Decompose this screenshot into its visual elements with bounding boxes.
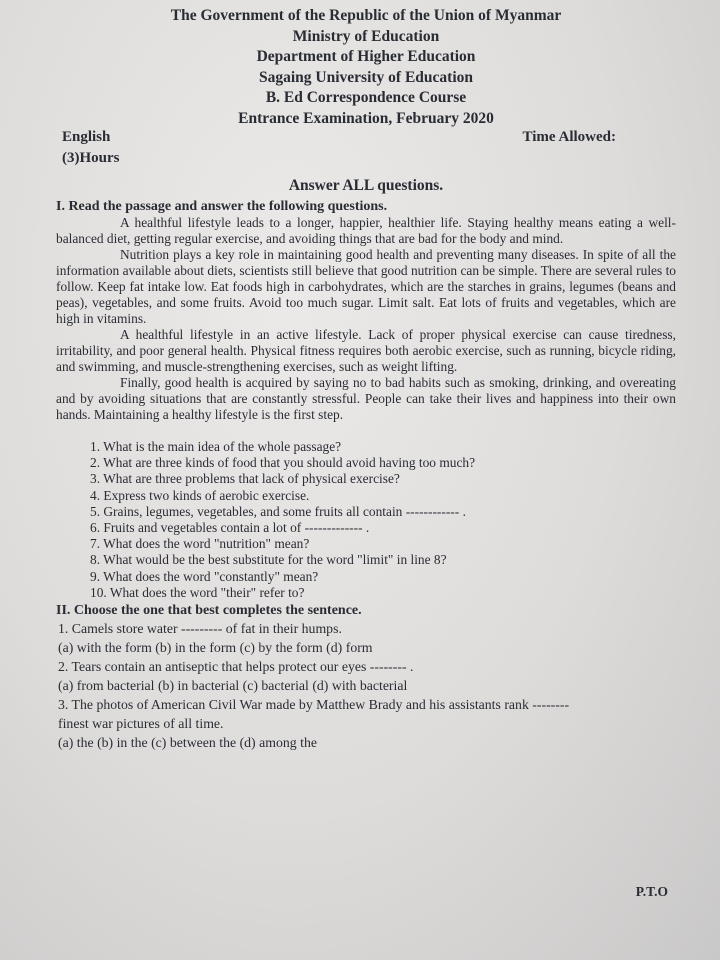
header-exam-title: Entrance Examination, February 2020 (238, 109, 494, 127)
question-list (90, 439, 676, 601)
header-ministry: Ministry of Education (292, 27, 440, 45)
exam-meta (56, 129, 676, 171)
header-university: Sagaing University of Education (258, 68, 473, 86)
passage-paragraph: A healthful lifestyle leads to a longer, happier, healthier life. Staying healthy means eating a well-balanced diet, getting regular exercise, and avoiding things that are bad for the body and mind. (56, 215, 676, 246)
question-item: 5. Grains, legumes, vegetables, and some fruits all contain ------------ . (90, 503, 466, 519)
pto-label: P.T.O (635, 884, 668, 899)
question-item: 8. What would be the best substitute for the word "limit" in line 8? (90, 552, 447, 568)
question-item: 1. What is the main idea of the whole passage? (90, 439, 342, 454)
question-item: 4. Express two kinds of aerobic exercise. (90, 487, 310, 503)
mc-question: 2. Tears contain an antiseptic that helps protect our eyes -------- . (58, 659, 414, 675)
section1-title: I. Read the passage and answer the following questions. (56, 199, 388, 214)
question-item: 3. What are three problems that lack of physical exercise? (90, 471, 400, 487)
passage-paragraph: A healthful lifestyle in an active lifestyle. Lack of proper physical exercise can cause tiredness, irritability, and poor general health. Physical fitness requires both aerobic exercise, such as running, bicycle riding, and swimming, and muscle-strengthening exercises, such as weight lifting. (56, 327, 676, 374)
mc-question: 3. The photos of American Civil War made by Matthew Brady and his assistants rank -------- (58, 697, 570, 713)
question-item: 6. Fruits and vegetables contain a lot of ------------- . (90, 520, 370, 536)
header-course: B. Ed Correspondence Course (265, 89, 467, 106)
mc-question: 1. Camels store water --------- of fat in their humps. (58, 621, 342, 637)
question-item: 7. What does the word "nutrition" mean? (90, 536, 310, 552)
section2-title: II. Choose the one that best completes the sentence. (56, 603, 362, 619)
passage-paragraph: Nutrition plays a key role in maintaining good health and preventing many diseases. In spite of all the information available about diets, scientists still believe that good nutrition can be simple. There are several rules to follow. Keep fat intake low. Eat foods high in carbohydrates, which are the starches in grains, legumes (beans and peas), vegetables, and some fruits. Avoid too much sugar. Limit salt. Eat lots of fruits and vegetables, which are high in vitamins. (56, 247, 676, 326)
mc-options: (a) with the form (b) in the form (c) by the form (d) form (58, 640, 373, 656)
header-government: The Government of the Republic of the Union of Myanmar (170, 7, 562, 24)
header-department: Department of Higher Education (256, 48, 476, 65)
exam-header (56, 6, 676, 129)
instruction: Answer ALL questions. (288, 177, 444, 194)
question-item: 10. What does the word "their" refer to? (90, 584, 305, 600)
mc-options: (a) the (b) in the (c) between the (d) among the (58, 735, 317, 751)
mc-options: (a) from bacterial (b) in bacterial (c) bacterial (d) with bacterial (58, 678, 408, 694)
time-allowed-label: Time Allowed: (522, 129, 616, 145)
question-item: 2. What are three kinds of food that you should avoid having too much? (90, 455, 476, 471)
subject-label: English (62, 129, 111, 145)
duration-label: (3)Hours (62, 150, 120, 166)
mc-question-continued: finest war pictures of all time. (58, 716, 224, 732)
passage-paragraph: Finally, good health is acquired by saying no to bad habits such as smoking, drinking, and overeating and by avoiding situations that are constantly stressful. People can take their lives and happiness into their own hands. Maintaining a healthy lifestyle is the first step. (56, 375, 676, 422)
question-item: 9. What does the word "constantly" mean? (90, 568, 319, 584)
